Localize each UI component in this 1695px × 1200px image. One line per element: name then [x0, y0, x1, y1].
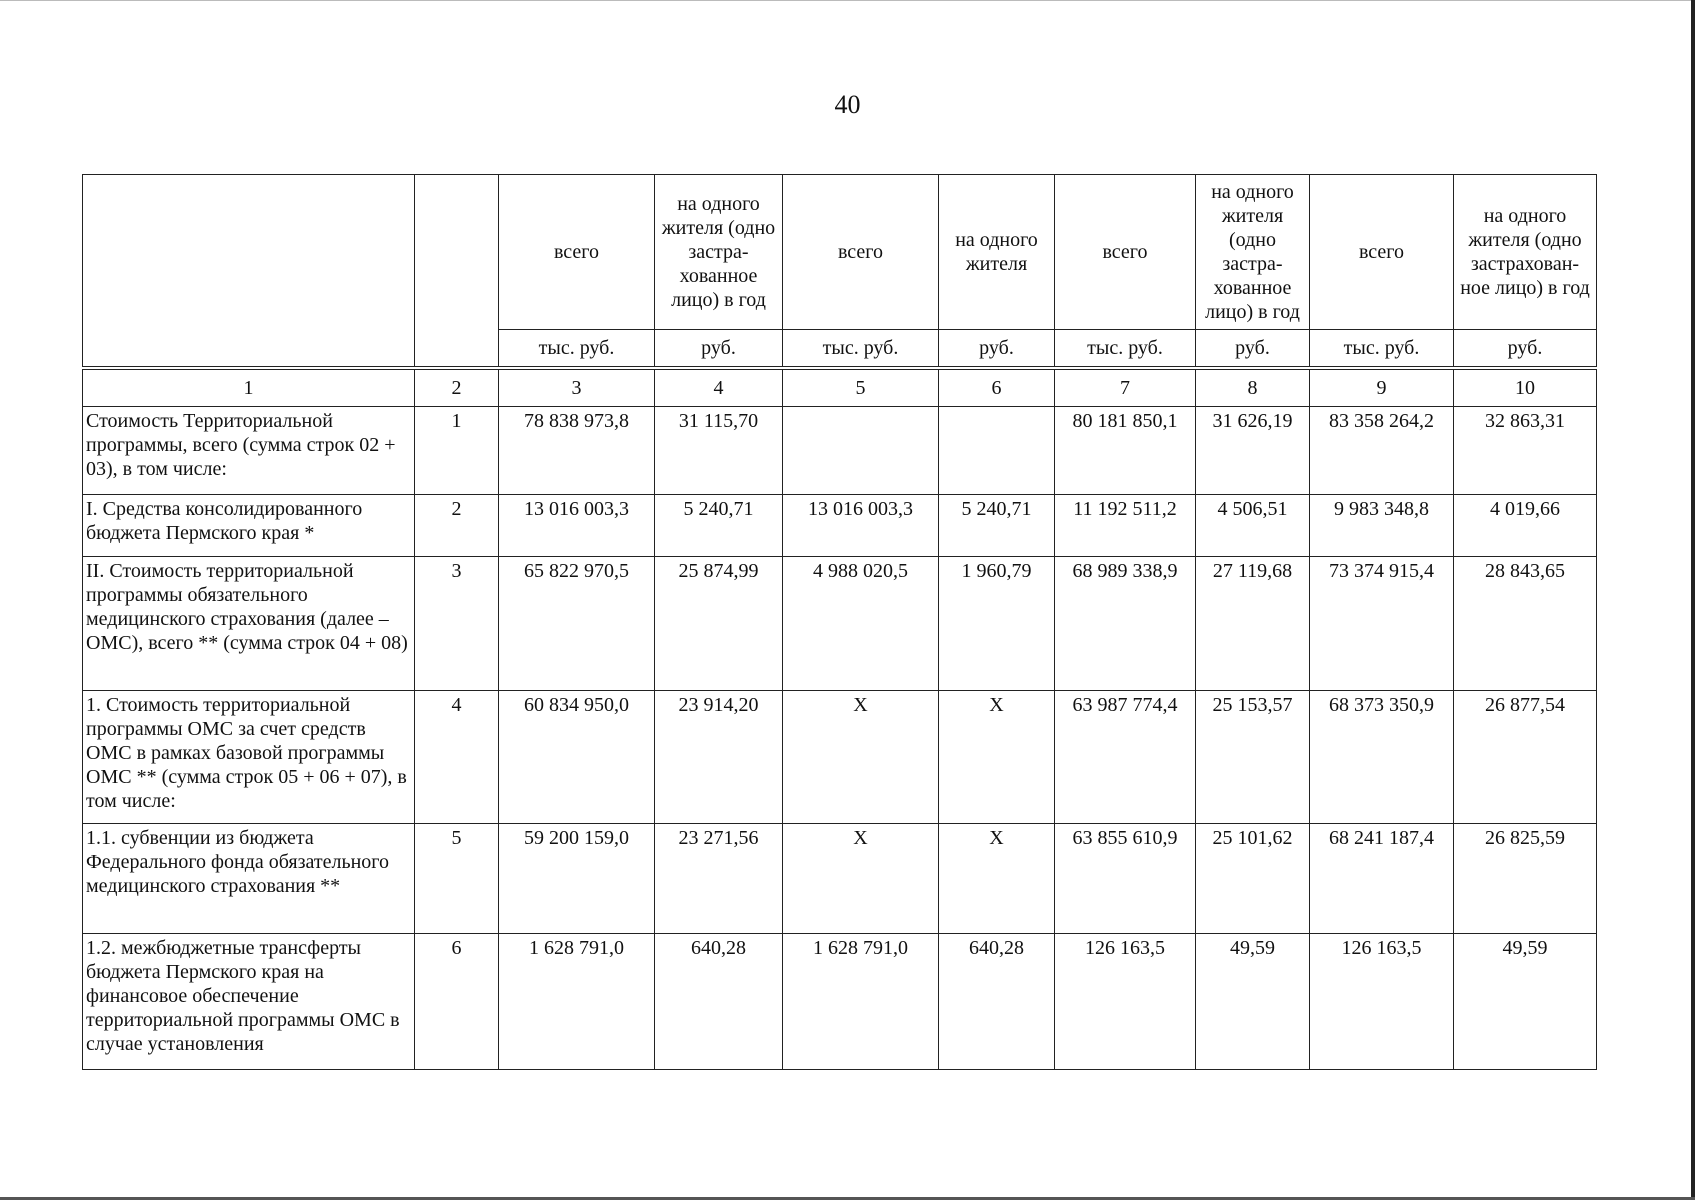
column-number: 1	[83, 368, 415, 407]
table-row	[83, 691, 1597, 824]
value-cell: 126 163,5	[1310, 934, 1454, 1070]
column-number: 7	[1055, 368, 1196, 407]
header-cell-10: на одного жителя (одно застрахован-ное лицо) в год	[1454, 175, 1597, 330]
value-cell: 25 153,57	[1196, 691, 1310, 824]
row-label: 1. Стоимость территориальной программы ОМС за счет средств ОМС в рамках базовой программы ОМС ** (сумма строк 05 + 06 + 07), в том числе:	[83, 691, 415, 824]
value-cell: 5 240,71	[655, 495, 783, 557]
value-cell: 26 877,54	[1454, 691, 1597, 824]
value-cell: 4 506,51	[1196, 495, 1310, 557]
unit-cell-7: тыс. руб.	[1055, 330, 1196, 369]
value-cell: 640,28	[655, 934, 783, 1070]
header-cell-2	[415, 175, 499, 369]
table-row	[83, 495, 1597, 557]
value-cell: 63 855 610,9	[1055, 824, 1196, 934]
value-cell: X	[783, 691, 939, 824]
header-cell-1	[83, 175, 415, 369]
value-cell: 25 101,62	[1196, 824, 1310, 934]
column-number-row	[83, 368, 1597, 407]
line-number: 3	[415, 557, 499, 691]
value-cell: 31 115,70	[655, 407, 783, 495]
value-cell: 25 874,99	[655, 557, 783, 691]
value-cell: 78 838 973,8	[499, 407, 655, 495]
unit-cell-4: руб.	[655, 330, 783, 369]
column-number: 8	[1196, 368, 1310, 407]
value-cell: 49,59	[1196, 934, 1310, 1070]
value-cell: X	[939, 691, 1055, 824]
value-cell: 60 834 950,0	[499, 691, 655, 824]
row-label: I. Средства консолидированного бюджета Пермского края *	[83, 495, 415, 557]
value-cell: 13 016 003,3	[499, 495, 655, 557]
column-number: 5	[783, 368, 939, 407]
header-cell-4: на одного жителя (одно застра-хованное лицо) в год	[655, 175, 783, 330]
value-cell: 68 373 350,9	[1310, 691, 1454, 824]
value-cell: 26 825,59	[1454, 824, 1597, 934]
column-number: 6	[939, 368, 1055, 407]
column-number: 9	[1310, 368, 1454, 407]
unit-cell-5: тыс. руб.	[783, 330, 939, 369]
column-number: 3	[499, 368, 655, 407]
value-cell: 73 374 915,4	[1310, 557, 1454, 691]
value-cell: 65 822 970,5	[499, 557, 655, 691]
value-cell: 49,59	[1454, 934, 1597, 1070]
value-cell: 5 240,71	[939, 495, 1055, 557]
value-cell: 80 181 850,1	[1055, 407, 1196, 495]
value-cell: 9 983 348,8	[1310, 495, 1454, 557]
row-label: II. Стоимость территориальной программы обязательного медицинского страхования (далее – ОМС), всего ** (сумма строк 04 + 08)	[83, 557, 415, 691]
line-number: 2	[415, 495, 499, 557]
line-number: 1	[415, 407, 499, 495]
table-row	[83, 407, 1597, 495]
unit-cell-3: тыс. руб.	[499, 330, 655, 369]
value-cell: 28 843,65	[1454, 557, 1597, 691]
value-cell: 1 628 791,0	[499, 934, 655, 1070]
value-cell: 640,28	[939, 934, 1055, 1070]
row-label: Стоимость Территориальной программы, всего (сумма строк 02 + 03), в том числе:	[83, 407, 415, 495]
header-cell-7: всего	[1055, 175, 1196, 330]
line-number: 5	[415, 824, 499, 934]
header-cell-6: на одного жителя	[939, 175, 1055, 330]
value-cell	[783, 407, 939, 495]
table-row	[83, 557, 1597, 691]
value-cell: 11 192 511,2	[1055, 495, 1196, 557]
value-cell: 31 626,19	[1196, 407, 1310, 495]
value-cell: 23 914,20	[655, 691, 783, 824]
scan-right-edge	[1691, 0, 1695, 1200]
column-number: 4	[655, 368, 783, 407]
scan-top-edge	[0, 0, 1695, 1]
header-cell-9: всего	[1310, 175, 1454, 330]
value-cell: 1 628 791,0	[783, 934, 939, 1070]
page-number: 40	[834, 90, 861, 119]
unit-cell-6: руб.	[939, 330, 1055, 369]
value-cell: 126 163,5	[1055, 934, 1196, 1070]
column-number: 10	[1454, 368, 1597, 407]
value-cell: 63 987 774,4	[1055, 691, 1196, 824]
value-cell: X	[939, 824, 1055, 934]
header-cell-3: всего	[499, 175, 655, 330]
row-label: 1.1. субвенции из бюджета Федерального фонда обязательного медицинского страхования **	[83, 824, 415, 934]
value-cell: 59 200 159,0	[499, 824, 655, 934]
unit-cell-8: руб.	[1196, 330, 1310, 369]
table-row	[83, 934, 1597, 1070]
value-cell	[939, 407, 1055, 495]
header-row	[83, 175, 1597, 330]
line-number: 4	[415, 691, 499, 824]
column-number: 2	[415, 368, 499, 407]
value-cell: 68 989 338,9	[1055, 557, 1196, 691]
table-row	[83, 824, 1597, 934]
value-cell: 1 960,79	[939, 557, 1055, 691]
value-cell: 4 988 020,5	[783, 557, 939, 691]
value-cell: 27 119,68	[1196, 557, 1310, 691]
row-label: 1.2. межбюджетные трансферты бюджета Пермского края на финансовое обеспечение территориальной программы ОМС в случае установления	[83, 934, 415, 1070]
value-cell: 68 241 187,4	[1310, 824, 1454, 934]
unit-cell-9: тыс. руб.	[1310, 330, 1454, 369]
value-cell: 13 016 003,3	[783, 495, 939, 557]
value-cell: 4 019,66	[1454, 495, 1597, 557]
unit-cell-10: руб.	[1454, 330, 1597, 369]
value-cell: X	[783, 824, 939, 934]
header-cell-8: на одного жителя (одно застра-хованное лицо) в год	[1196, 175, 1310, 330]
value-cell: 23 271,56	[655, 824, 783, 934]
value-cell: 83 358 264,2	[1310, 407, 1454, 495]
header-cell-5: всего	[783, 175, 939, 330]
budget-table	[82, 174, 1597, 1070]
line-number: 6	[415, 934, 499, 1070]
value-cell: 32 863,31	[1454, 407, 1597, 495]
